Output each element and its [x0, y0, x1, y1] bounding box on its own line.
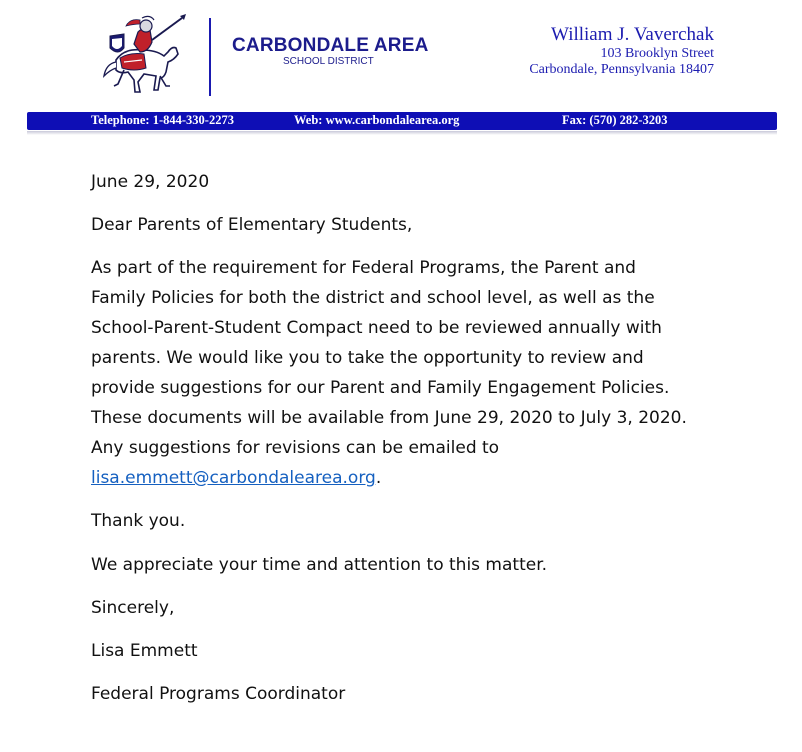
- body-line: parents. We would like you to take the opportunity to review and: [91, 348, 644, 368]
- bar-shadow: [27, 131, 777, 135]
- knight-on-horse-logo: [94, 12, 192, 98]
- body-line: As part of the requirement for Federal Programs, the Parent and: [91, 258, 636, 278]
- body-line: provide suggestions for our Parent and Family Engagement Policies.: [91, 378, 670, 398]
- letter-salutation: Dear Parents of Elementary Students,: [91, 215, 413, 235]
- signer-title: Federal Programs Coordinator: [91, 684, 346, 704]
- addr-name: William J. Vaverchak: [551, 24, 714, 45]
- body-line: Family Policies for both the district and school level, as well as the: [91, 288, 655, 308]
- letter-appreciation: We appreciate your time and attention to this matter.: [91, 555, 548, 575]
- fax-text: Fax: (570) 282-3203: [562, 113, 668, 127]
- phone-text: Telephone: 1-844-330-2273: [91, 113, 234, 127]
- email-line: [91, 468, 381, 488]
- email-suffix: .: [375, 468, 382, 488]
- body-line: These documents will be available from June 29, 2020 to July 3, 2020.: [91, 408, 687, 428]
- body-line: Any suggestions for revisions can be emailed to: [91, 438, 500, 458]
- letter-closing: Sincerely,: [91, 598, 175, 618]
- addr-street: 103 Brooklyn Street: [600, 46, 714, 61]
- body-line: School-Parent-Student Compact need to be reviewed annually with: [91, 318, 662, 338]
- contact-bar: [27, 112, 777, 130]
- letter-date: June 29, 2020: [91, 172, 210, 192]
- signer-name: Lisa Emmett: [91, 641, 198, 661]
- email-link[interactable]: lisa.emmett@carbondalearea.org: [91, 468, 376, 488]
- addr-city: Carbondale, Pennsylvania 18407: [529, 62, 714, 77]
- address-block: [529, 24, 714, 78]
- letter-thanks: Thank you.: [91, 511, 186, 531]
- web-text: Web: www.carbondalearea.org: [294, 113, 460, 127]
- org-name: CARBONDALE AREA: [232, 35, 429, 56]
- org-subtitle: SCHOOL DISTRICT: [283, 56, 374, 67]
- header-divider: [209, 18, 211, 96]
